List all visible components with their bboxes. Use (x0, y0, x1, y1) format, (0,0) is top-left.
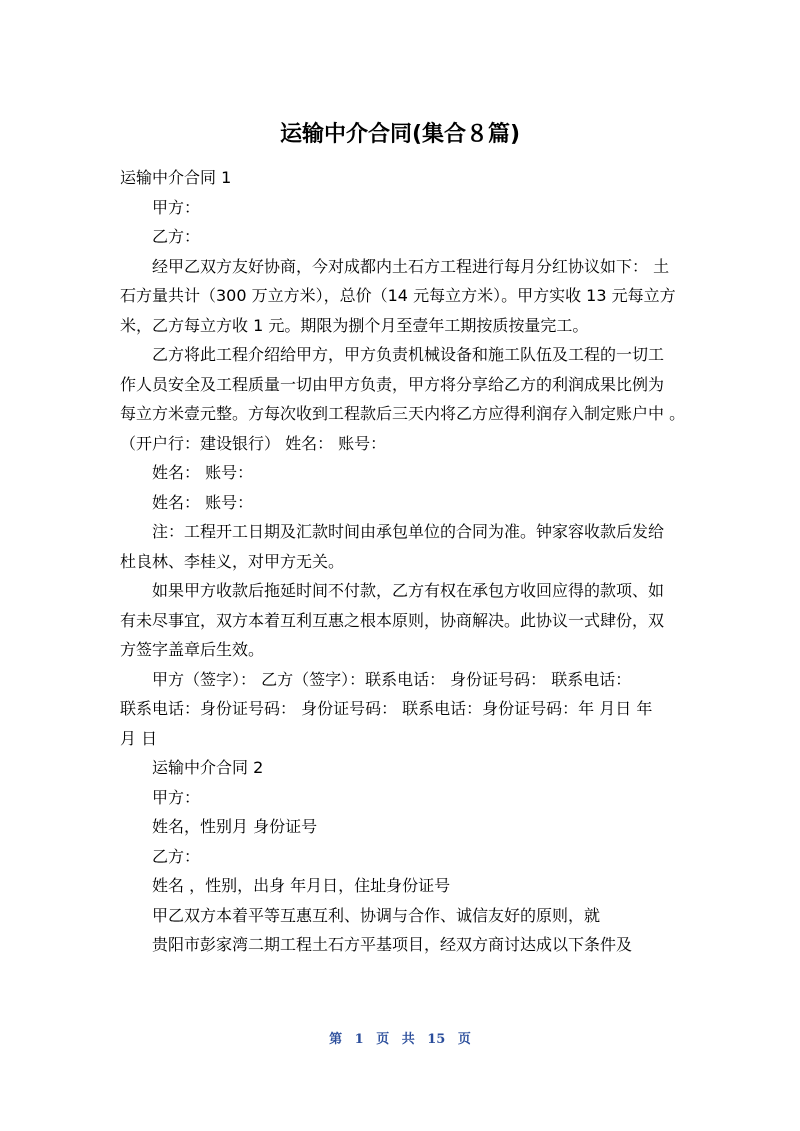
paragraph-line: 如果甲方收款后拖延时间不付款，乙方有权在承包方收回应得的款项、如 (152, 581, 665, 600)
paragraph-line: 注：工程开工日期及汇款时间由承包单位的合同为准。钟家容收款后发给 (152, 522, 665, 541)
paragraph-line: 联系电话：身份证号码： 身份证号码： 联系电话：身份证号码：年 月日 年 (120, 699, 653, 718)
paragraph-line: 甲方： (152, 197, 201, 217)
paragraph-line: 乙方： (152, 846, 201, 866)
paragraph-line: 贵阳市彭家湾二期工程土石方平基项目，经双方商讨达成以下条件及 (152, 935, 633, 954)
paragraph-line: 月 日 (120, 728, 158, 748)
paragraph-line: 姓名，性别月 身份证号 (152, 817, 318, 836)
paragraph-line: 姓名 ，性别，出身 年月日，住址身份证号 (152, 876, 451, 895)
section-heading: 运输中介合同 1 (120, 168, 232, 187)
paragraph-line: 每立方米壹元整。方每次收到工程款后三天内将乙方应得利润存入制定账户中 。 (120, 404, 686, 423)
paragraph-line: 方签字盖章后生效。 (120, 640, 265, 659)
section-heading: 运输中介合同 2 (152, 758, 264, 777)
paragraph-line: 作人员安全及工程质量一切由甲方负责，甲方将分享给乙方的利润成果比例为 (120, 374, 665, 394)
paragraph-line: 姓名： 账号： (152, 463, 254, 482)
paragraph-line: 有未尽事宜，双方本着互利互惠之根本原则，协商解决。此协议一式肆份，双 (120, 610, 665, 630)
paragraph-line: 乙方： (152, 227, 201, 246)
paragraph-line: 甲乙双方本着平等互惠互利、协调与合作、诚信友好的原则，就 (152, 905, 601, 925)
paragraph-line: 乙方将此工程介绍给甲方，甲方负责机械设备和施工队伍及工程的一切工 (152, 345, 665, 364)
paragraph-line: 石方量共计（300 万立方米），总价（14 元每立方米）。甲方实收 13 元每立方 (120, 286, 676, 305)
paragraph-line: 经甲乙双方友好协商，今对成都内土石方工程进行每月分红协议如下： 土 (152, 256, 670, 276)
paragraph-line: 米，乙方每立方收 1 元。期限为捌个月至壹年工期按质按量完工。 (120, 315, 589, 335)
paragraph-line: 甲方： (152, 787, 201, 807)
document-title: 运输中介合同(集合８篇) (279, 122, 521, 147)
paragraph-line: （开户行：建设银行） 姓名： 账号： (120, 433, 387, 453)
paragraph-line: 姓名： 账号： (152, 492, 254, 512)
page-footer: 第 1 页 共 15 页 (329, 1032, 471, 1047)
document-body (120, 163, 690, 960)
paragraph-line: 甲方（签字）： 乙方（签字）：联系电话： 身份证号码： 联系电话： (152, 669, 632, 689)
paragraph-line: 杜良林、李桂义，对甲方无关。 (120, 551, 345, 571)
